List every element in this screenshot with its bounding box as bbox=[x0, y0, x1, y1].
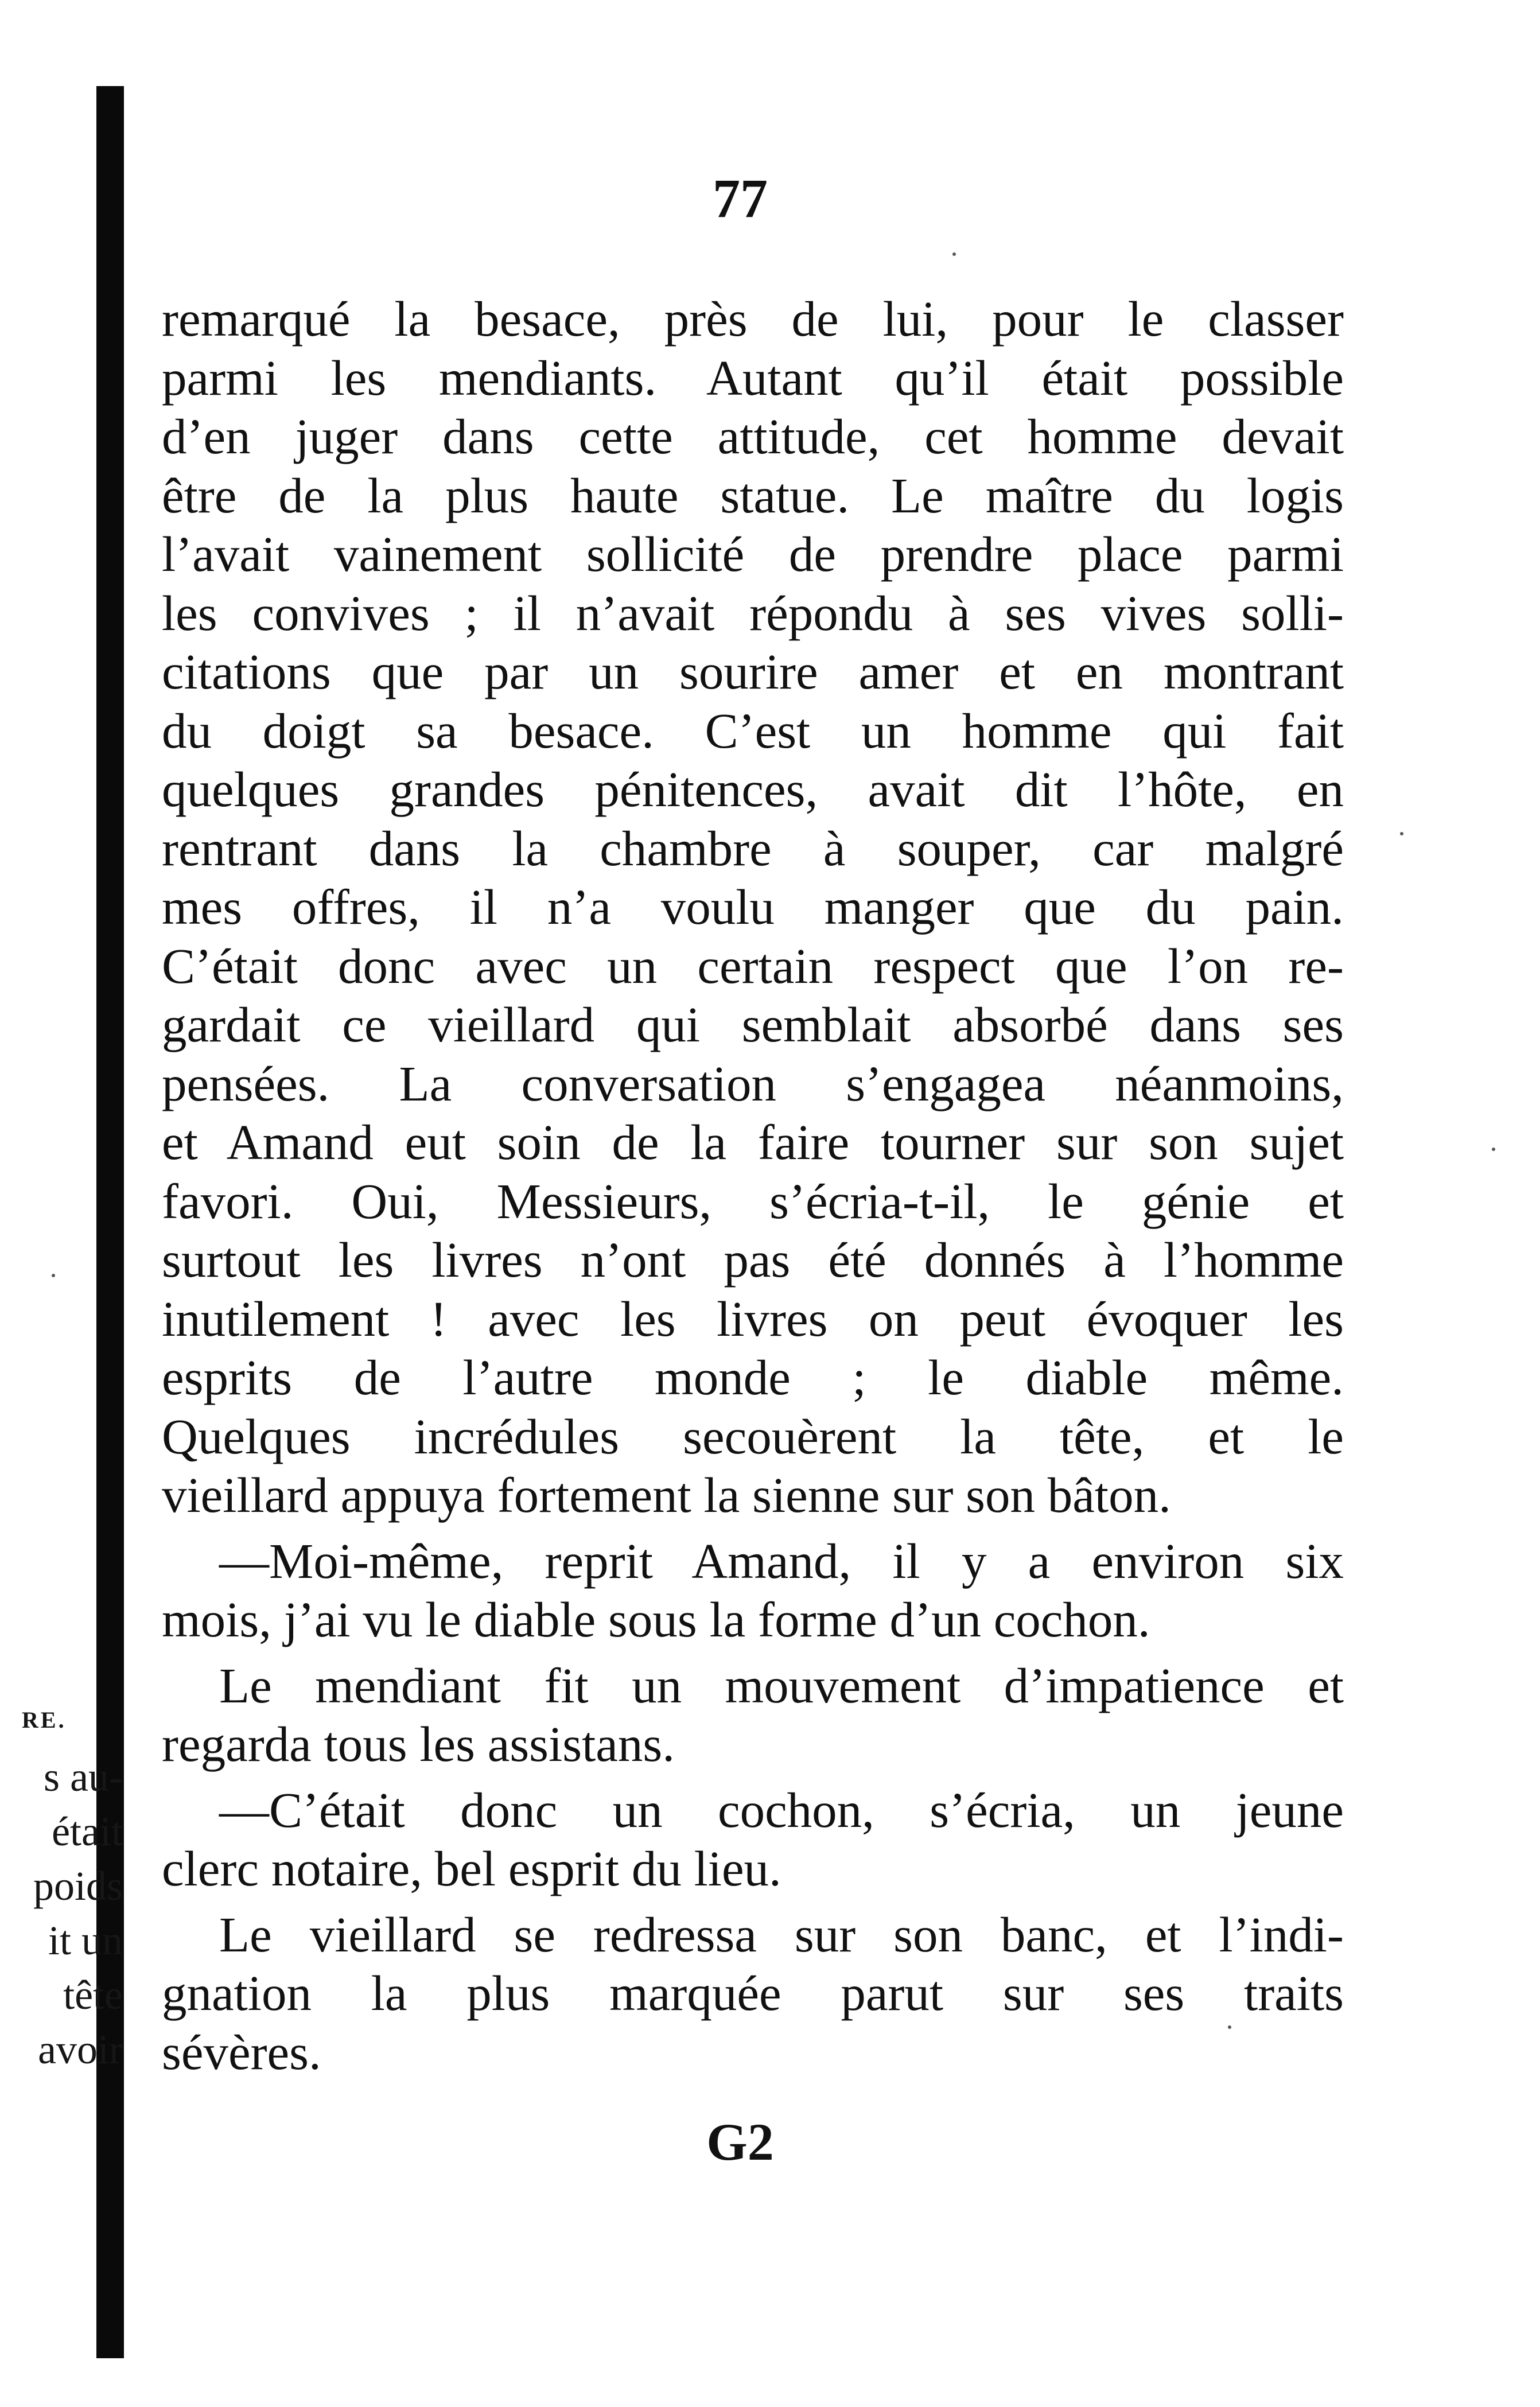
text-line: mes offres, il n’a voulu manger que du pain. bbox=[162, 879, 1344, 935]
paragraph bbox=[162, 1532, 1344, 1650]
adjacent-page-abbr: RE. bbox=[22, 1707, 67, 1733]
paper-speck bbox=[952, 252, 956, 256]
paragraph bbox=[162, 1781, 1344, 1899]
paragraph-gap bbox=[162, 1525, 1344, 1532]
paragraph-gap bbox=[162, 1899, 1344, 1906]
signature-mark: G2 bbox=[706, 2113, 774, 2171]
text-line: clerc notaire, bel esprit du lieu. bbox=[162, 1841, 781, 1896]
paper-speck bbox=[1228, 2025, 1231, 2029]
adjacent-page-line: tête bbox=[63, 1972, 123, 2018]
text-line: Le mendiant fit un mouvement d’impatience et bbox=[219, 1657, 1344, 1713]
text-line: esprits de l’autre monde ; le diable même. bbox=[162, 1350, 1344, 1405]
text-line: sévères. bbox=[162, 2024, 321, 2080]
text-line: l’avait vainement sollicité de prendre place parmi bbox=[162, 526, 1344, 582]
text-line: remarqué la besace, près de lui, pour le classer bbox=[162, 291, 1344, 347]
adjacent-page-line: était bbox=[52, 1809, 123, 1854]
paper-speck bbox=[52, 1274, 55, 1277]
adjacent-page-line: it un bbox=[48, 1918, 123, 1963]
text-line: quelques grandes pénitences, avait dit l’hôte, en bbox=[162, 761, 1344, 817]
adjacent-page-line: s au- bbox=[44, 1754, 123, 1800]
text-line: les convives ; il n’avait répondu à ses vives solli- bbox=[162, 585, 1344, 641]
text-line: C’était donc avec un certain respect que l’on re- bbox=[162, 938, 1344, 994]
paragraph bbox=[162, 1906, 1344, 2082]
text-line: mois, j’ai vu le diable sous la forme d’un cochon. bbox=[162, 1592, 1150, 1647]
text-line: gardait ce vieillard qui semblait absorbé dans ses bbox=[162, 997, 1344, 1052]
text-line: inutilement ! avec les livres on peut évoquer les bbox=[162, 1290, 1344, 1347]
text-line: favori. Oui, Messieurs, s’écria-t-il, le génie et bbox=[162, 1173, 1344, 1229]
text-line: Quelques incrédules secouèrent la tête, et le bbox=[162, 1408, 1344, 1464]
adjacent-page-lines bbox=[33, 1750, 123, 2077]
text-line: rentrant dans la chambre à souper, car malgré bbox=[162, 820, 1344, 876]
text-line: d’en juger dans cette attitude, cet homme devait bbox=[162, 409, 1344, 464]
text-line: surtout les livres n’ont pas été donnés à l’homme bbox=[162, 1232, 1344, 1288]
paper-speck bbox=[1492, 1148, 1495, 1151]
body-text bbox=[162, 290, 1344, 2082]
text-line: —Moi-même, reprit Amand, il y a environ six bbox=[219, 1533, 1344, 1589]
text-line: Le vieillard se redressa sur son banc, et l’indi- bbox=[219, 1906, 1344, 1962]
text-line: —C’était donc un cochon, s’écria, un jeune bbox=[219, 1782, 1344, 1838]
text-line: être de la plus haute statue. Le maître du logis bbox=[162, 467, 1344, 523]
text-line: vieillard appuya fortement la sienne sur son bâton. bbox=[162, 1467, 1171, 1523]
adjacent-page-line: poids bbox=[33, 1863, 123, 1909]
text-line: parmi les mendiants. Autant qu’il était possible bbox=[162, 349, 1344, 406]
paragraph bbox=[162, 1656, 1344, 1774]
text-line: regarda tous les assistans. bbox=[162, 1716, 675, 1772]
adjacent-page-line: avoir bbox=[38, 2027, 123, 2072]
text-line: et Amand eut soin de la faire tourner sur son sujet bbox=[162, 1114, 1344, 1170]
text-line: citations que par un sourire amer et en montrant bbox=[162, 644, 1344, 699]
paragraph-gap bbox=[162, 1774, 1344, 1781]
text-line: pensées. La conversation s’engagea néanmoins, bbox=[162, 1055, 1344, 1111]
paper-speck bbox=[1400, 832, 1403, 835]
text-line: gnation la plus marquée parut sur ses traits bbox=[162, 1965, 1344, 2021]
page-number: 77 bbox=[713, 168, 768, 229]
text-line: du doigt sa besace. C’est un homme qui fait bbox=[162, 702, 1344, 759]
paragraph-gap bbox=[162, 1650, 1344, 1656]
paragraph bbox=[162, 290, 1344, 1525]
